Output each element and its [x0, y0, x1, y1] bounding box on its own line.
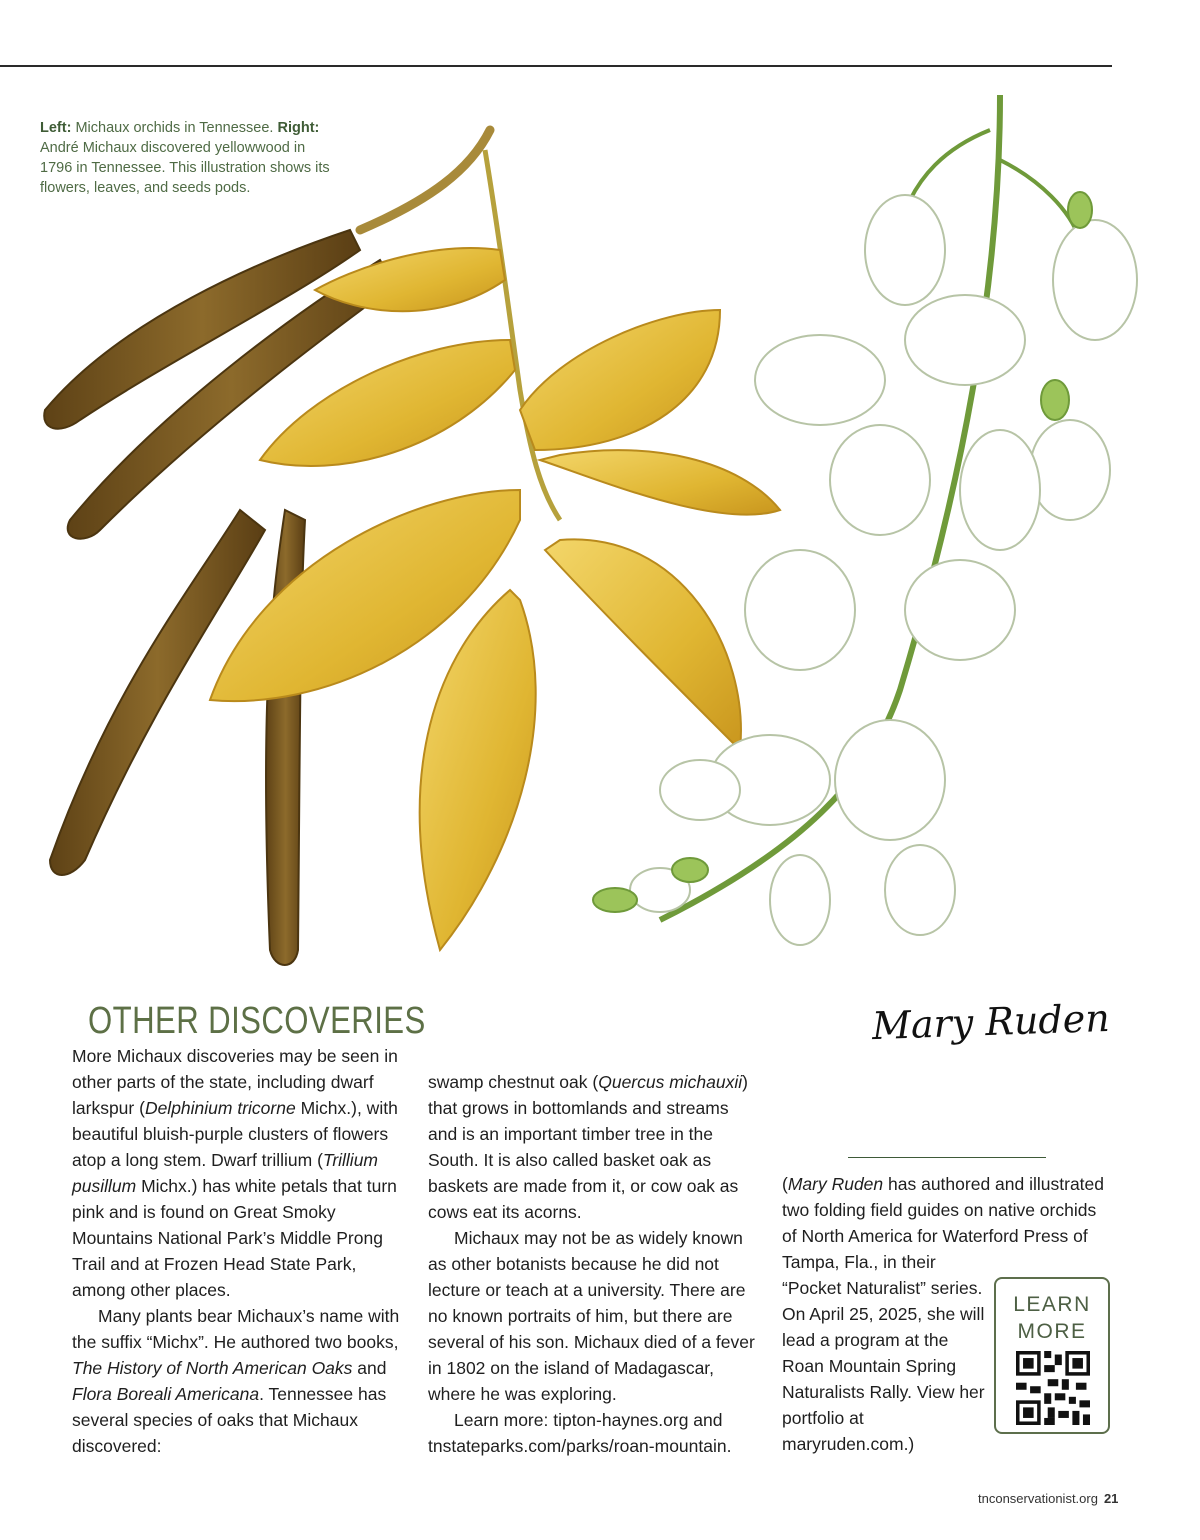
yellowwood-illustration	[0, 90, 1200, 990]
text-run: ) that grows in bottomlands and streams and is an important timber tree in the South. It is also called basket oak as baskets are made from it, or cow oak as cows eat its acorns.	[428, 1072, 748, 1222]
column1-paragraph-1	[72, 1043, 404, 1303]
text-run: swamp chestnut oak (	[428, 1072, 599, 1092]
flower-raceme	[593, 95, 1137, 945]
artist-signature: Mary Ruden	[871, 995, 1111, 1049]
text-run: . Tennessee has several species of oaks that Michaux discovered:	[72, 1384, 387, 1456]
learn-more-label	[996, 1291, 1108, 1345]
learn-more-line2: MORE	[1017, 1320, 1087, 1343]
qr-code-icon[interactable]	[1016, 1351, 1090, 1425]
learn-more-box[interactable]	[994, 1277, 1110, 1434]
article-column-1	[72, 1043, 404, 1459]
column1-paragraph-2	[72, 1303, 404, 1459]
caption-left-label: Left:	[40, 120, 72, 136]
caption-left-text: Michaux orchids in Tennessee.	[71, 120, 278, 136]
italic-term: Mary Ruden	[787, 1174, 884, 1194]
text-run: Michx.) has white petals that turn pink and is found on Great Smoky Mountains National Park’s Middle Prong Trail and at Frozen Head State Park, among other places.	[72, 1176, 397, 1300]
branch-stem	[360, 130, 560, 520]
text-run: has authored and illustrated two folding field guides on native orchids of North America for Waterford Press of Tampa, Fla., in their	[782, 1174, 1104, 1272]
text-run: Michx.), with beautiful bluish-purple clusters of flowers atop a long stem. Dwarf trillium (	[72, 1098, 398, 1170]
text-run: and	[352, 1358, 387, 1378]
column2-paragraph-1	[428, 1069, 758, 1225]
page-number: 21	[1103, 1491, 1119, 1506]
text-run: (	[782, 1174, 788, 1194]
bio-lead	[782, 1171, 1112, 1275]
italic-term: Delphinium tricorne	[144, 1098, 296, 1118]
text-run: Michaux may not be as widely known as other botanists because he did not lecture or teach at a university. There are no known portraits of him, but there are several of his son. Michaux died of a fever in 1802 on the island of Madagascar, where he was exploring.	[428, 1228, 755, 1404]
top-rule	[0, 65, 1112, 67]
column2-paragraph-2	[428, 1225, 758, 1407]
text-run: Learn more: tipton-haynes.org and tnstateparks.com/parks/roan-mountain.	[428, 1410, 732, 1456]
caption-right-label: Right:	[277, 120, 320, 136]
learn-more-line1: LEARN	[1013, 1293, 1091, 1316]
italic-term: Quercus michauxii	[598, 1072, 743, 1092]
italic-term: The History of North American Oaks	[72, 1358, 353, 1378]
column2-paragraph-3	[428, 1407, 758, 1459]
page-footer	[978, 1491, 1118, 1506]
italic-term: Trillium pusillum	[72, 1150, 379, 1196]
text-run: More Michaux discoveries may be seen in other parts of the state, including dwarf larkspur (	[72, 1046, 398, 1118]
text-run: Many plants bear Michaux’s name with the suffix “Michx”. He authored two books,	[72, 1306, 400, 1352]
caption-right-text: André Michaux discovered yellowwood in 1796 in Tennessee. This illustration shows its flowers, leaves, and seeds pods.	[40, 140, 330, 196]
bio-divider	[848, 1157, 1046, 1158]
footer-site: tnconservationist.org	[978, 1491, 1098, 1506]
italic-term: Flora Boreali Americana	[72, 1384, 260, 1404]
section-heading: OTHER DISCOVERIES	[88, 1000, 426, 1042]
article-column-2	[428, 1069, 758, 1459]
bio-rest: “Pocket Naturalist” series. On April 25, 2025, she will lead a program at the Roan Mountain Spring Naturalists Rally. View her portfolio at maryruden.com.)	[782, 1278, 985, 1454]
